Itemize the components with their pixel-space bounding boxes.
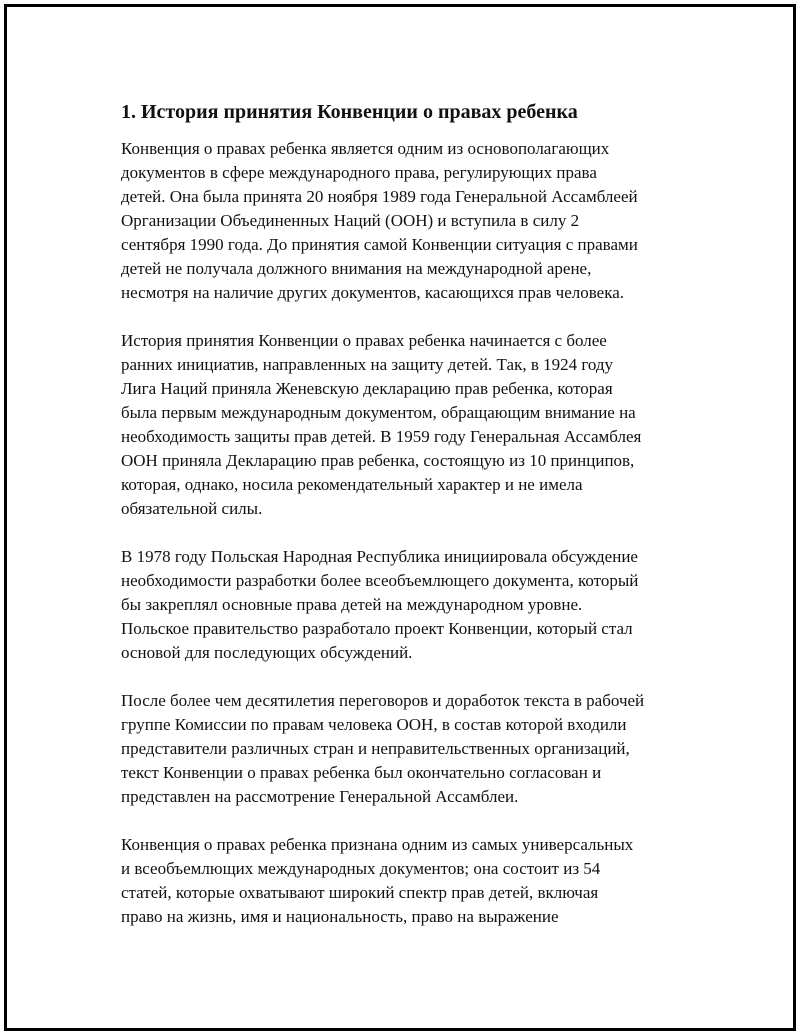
- paragraph-1: [121, 137, 701, 305]
- text-line: детей. Она была принята 20 ноября 1989 года Генеральной Ассамблеей: [121, 187, 638, 206]
- paragraph-2: [121, 329, 701, 521]
- text-line: сентября 1990 года. До принятия самой Конвенции ситуация с правами: [121, 235, 638, 254]
- text-line: документов в сфере международного права, регулирующих права: [121, 163, 597, 182]
- text-line: и всеобъемлющих международных документов; она состоит из 54: [121, 859, 601, 878]
- text-line: Конвенция о правах ребенка является одним из основополагающих: [121, 139, 610, 158]
- text-line: необходимость защиты прав детей. В 1959 году Генеральная Ассамблея: [121, 427, 642, 446]
- text-line: основой для последующих обсуждений.: [121, 643, 413, 662]
- text-line: представлен на рассмотрение Генеральной Ассамблеи.: [121, 787, 519, 806]
- paragraph-4: [121, 689, 701, 809]
- text-line: которая, однако, носила рекомендательный характер и не имела: [121, 475, 583, 494]
- text-line: ранних инициатив, направленных на защиту детей. Так, в 1924 году: [121, 355, 614, 374]
- text-line: статей, которые охватывают широкий спектр прав детей, включая: [121, 883, 599, 902]
- text-line: представители различных стран и неправительственных организаций,: [121, 739, 630, 758]
- text-line: необходимости разработки более всеобъемлющего документа, который: [121, 571, 639, 590]
- text-line: текст Конвенции о правах ребенка был окончательно согласован и: [121, 763, 602, 782]
- text-line: бы закреплял основные права детей на международном уровне.: [121, 595, 583, 614]
- document-content: [121, 99, 701, 953]
- text-line: В 1978 году Польская Народная Республика инициировала обсуждение: [121, 547, 638, 566]
- text-line: право на жизнь, имя и национальность, право на выражение: [121, 907, 559, 926]
- text-line: обязательной силы.: [121, 499, 263, 518]
- text-line: была первым международным документом, обращающим внимание на: [121, 403, 636, 422]
- text-line: детей не получала должного внимания на международной арене,: [121, 259, 592, 278]
- section-heading: 1. История принятия Конвенции о правах ребенка: [121, 101, 578, 123]
- text-line: Польское правительство разработало проект Конвенции, который стал: [121, 619, 633, 638]
- paragraph-5: [121, 833, 701, 929]
- text-line: Конвенция о правах ребенка признана одним из самых универсальных: [121, 835, 634, 854]
- text-line: несмотря на наличие других документов, касающихся прав человека.: [121, 283, 625, 302]
- text-line: История принятия Конвенции о правах ребенка начинается с более: [121, 331, 607, 350]
- document-page: [4, 4, 796, 1031]
- text-line: Лига Наций приняла Женевскую декларацию прав ребенка, которая: [121, 379, 613, 398]
- text-line: ООН приняла Декларацию прав ребенка, состоящую из 10 принципов,: [121, 451, 635, 470]
- text-line: После более чем десятилетия переговоров и доработок текста в рабочей: [121, 691, 645, 710]
- text-line: Организации Объединенных Наций (ООН) и вступила в силу 2: [121, 211, 580, 230]
- text-line: группе Комиссии по правам человека ООН, в состав которой входили: [121, 715, 627, 734]
- paragraph-3: [121, 545, 701, 665]
